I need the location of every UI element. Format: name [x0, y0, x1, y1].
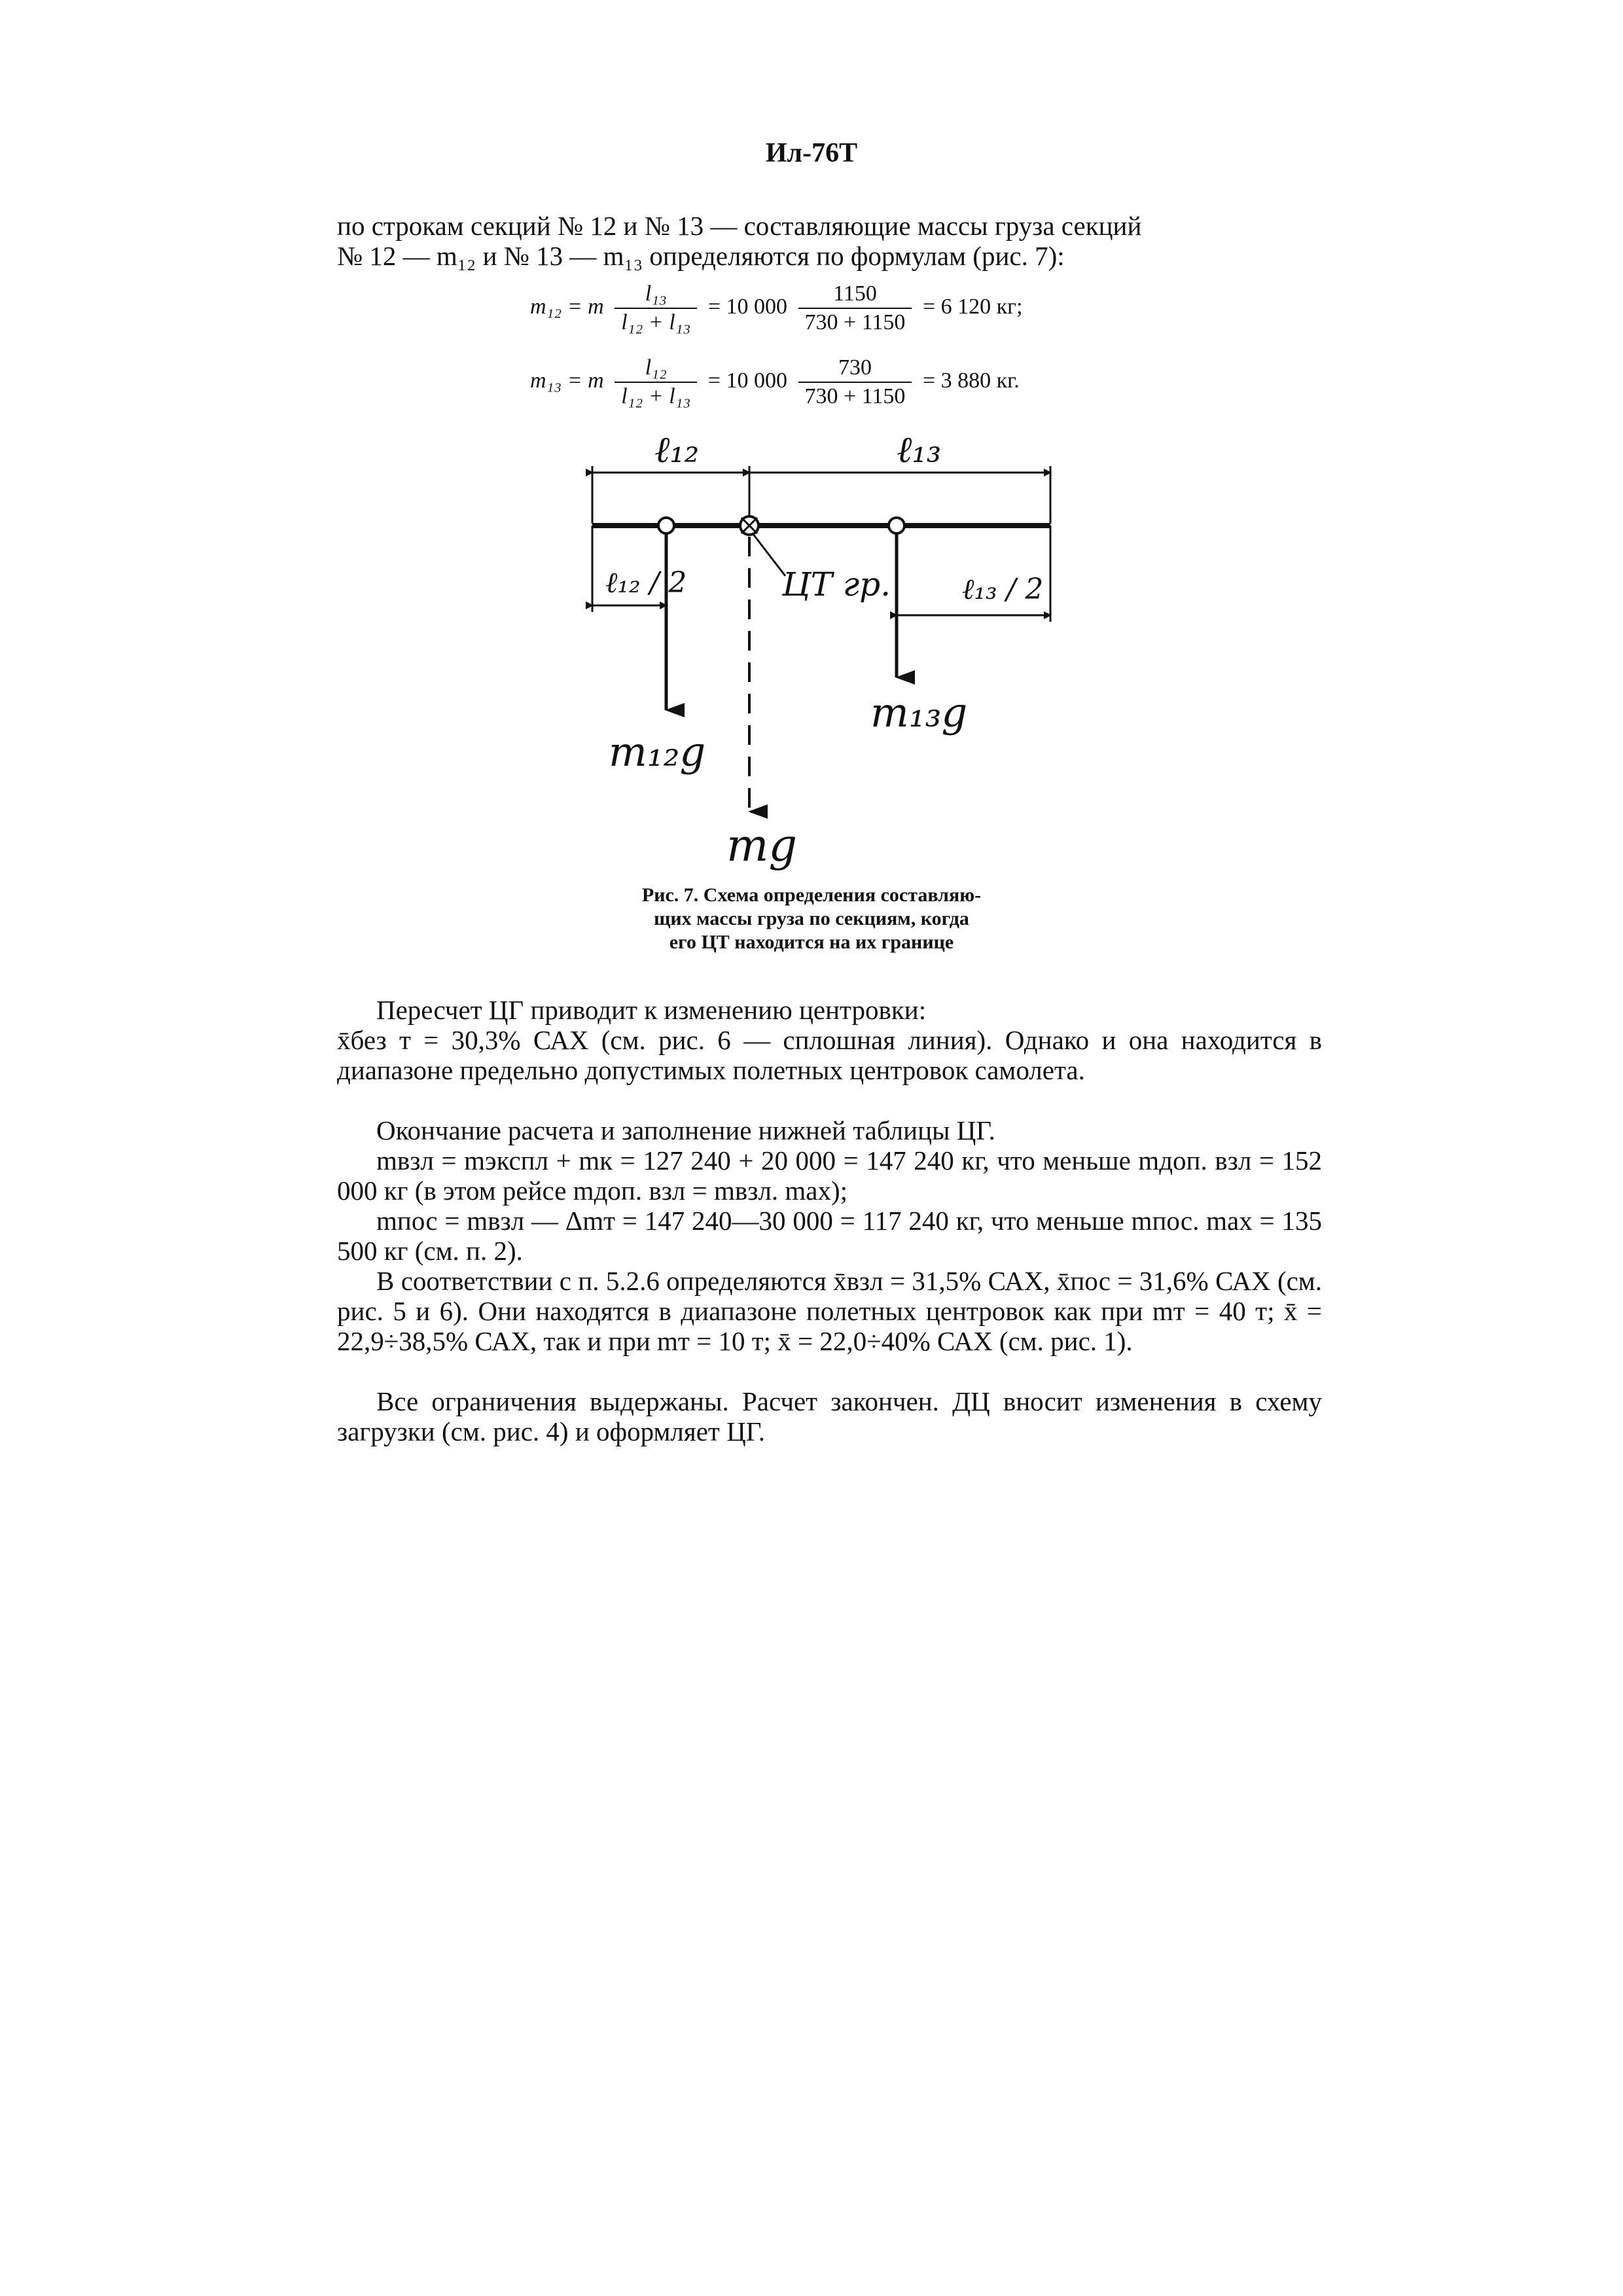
- formula-lhs: m₁₃ = m: [530, 368, 604, 393]
- caption-line-1: Рис. 7. Схема определения составляю-: [641, 884, 982, 906]
- formula-result: = 3 880 кг.: [922, 368, 1020, 393]
- body-paragraph-7: Все ограничения выдержаны. Расчет закончен. ДЦ вносит изменения в схему загрузки (см. рис. 4) и оформляет ЦГ.: [337, 1386, 1322, 1446]
- caption-line-3: его ЦТ находится на их границе: [669, 931, 954, 953]
- figure-caption: [0, 884, 1623, 954]
- intro-line-1: по строкам секций № 12 и № 13 — составляющие массы груза секций: [337, 211, 1142, 241]
- label-l12-half: ℓ₁₂ / 2: [605, 566, 687, 600]
- label-l13-half: ℓ₁₃ / 2: [962, 573, 1044, 606]
- fraction-denominator: l₁₂ + l₁₃: [621, 310, 691, 334]
- body-paragraph-5: mпос = mвзл — Δmт = 147 240—30 000 = 117 240 кг, что меньше mпос. max = 135 500 кг (см. п. 2).: [337, 1206, 1322, 1266]
- fraction-numerator: 730: [798, 355, 912, 383]
- figure-schematic: [0, 0, 1623, 877]
- fraction-numerator: l₁₂: [615, 355, 697, 383]
- caption-line-2: щих массы груза по секциям, когда: [654, 908, 969, 929]
- label-l12: ℓ₁₂: [654, 429, 700, 471]
- label-m12g: m₁₂g: [609, 728, 706, 776]
- body-paragraph-1: Пересчет ЦГ приводит к изменению центровки:: [376, 995, 927, 1025]
- fraction-numerator: l₁₃: [615, 281, 697, 309]
- page-header: Ил-76Т: [765, 138, 858, 168]
- fraction-denominator: 730 + 1150: [804, 310, 906, 334]
- cg-leader-line: [753, 533, 785, 576]
- body-paragraph-6: В соответствии с п. 5.2.6 определяются x̄взл = 31,5% САХ, x̄пос = 31,6% САХ (см. рис. 5 и 6). Они находятся в диапазоне полетных центровок как при mт = 40 т; x̄ = 22,9÷38,5% САХ, так и при mт = 10 т; x̄ = 22,0÷40% САХ (см. рис. 1).: [337, 1266, 1322, 1356]
- intro-line-2: № 12 — m₁₂ и № 13 — m₁₃ определяются по формулам (рис. 7):: [337, 241, 1065, 271]
- label-l13: ℓ₁₃: [897, 429, 942, 471]
- fraction-denominator: 730 + 1150: [804, 384, 906, 408]
- body-paragraph-3: Окончание расчета и заполнение нижней таблицы ЦГ.: [376, 1115, 995, 1145]
- label-mg: mg: [726, 820, 798, 872]
- formula-lhs: m₁₂ = m: [530, 294, 604, 319]
- formula-mass-value: = 10 000: [707, 294, 788, 319]
- section12-center: [658, 518, 674, 533]
- formula-mass-value: = 10 000: [707, 368, 788, 393]
- fraction-denominator: l₁₂ + l₁₃: [621, 384, 691, 408]
- body-paragraph-4: mвзл = mэкспл + mк = 127 240 + 20 000 = 147 240 кг, что меньше mдоп. взл = 152 000 кг (в этом рейсе mдоп. взл = mвзл. max);: [337, 1145, 1322, 1206]
- fraction-numerator: 1150: [798, 281, 912, 309]
- formula-result: = 6 120 кг;: [922, 294, 1023, 319]
- label-cg: ЦТ гр.: [782, 565, 891, 603]
- body-paragraph-2: x̄без т = 30,3% САХ (см. рис. 6 — сплошная линия). Однако и она находится в диапазоне предельно допустимых полетных центровок самолета.: [337, 1025, 1322, 1085]
- section13-center: [889, 518, 904, 533]
- label-m13g: m₁₃g: [870, 689, 968, 736]
